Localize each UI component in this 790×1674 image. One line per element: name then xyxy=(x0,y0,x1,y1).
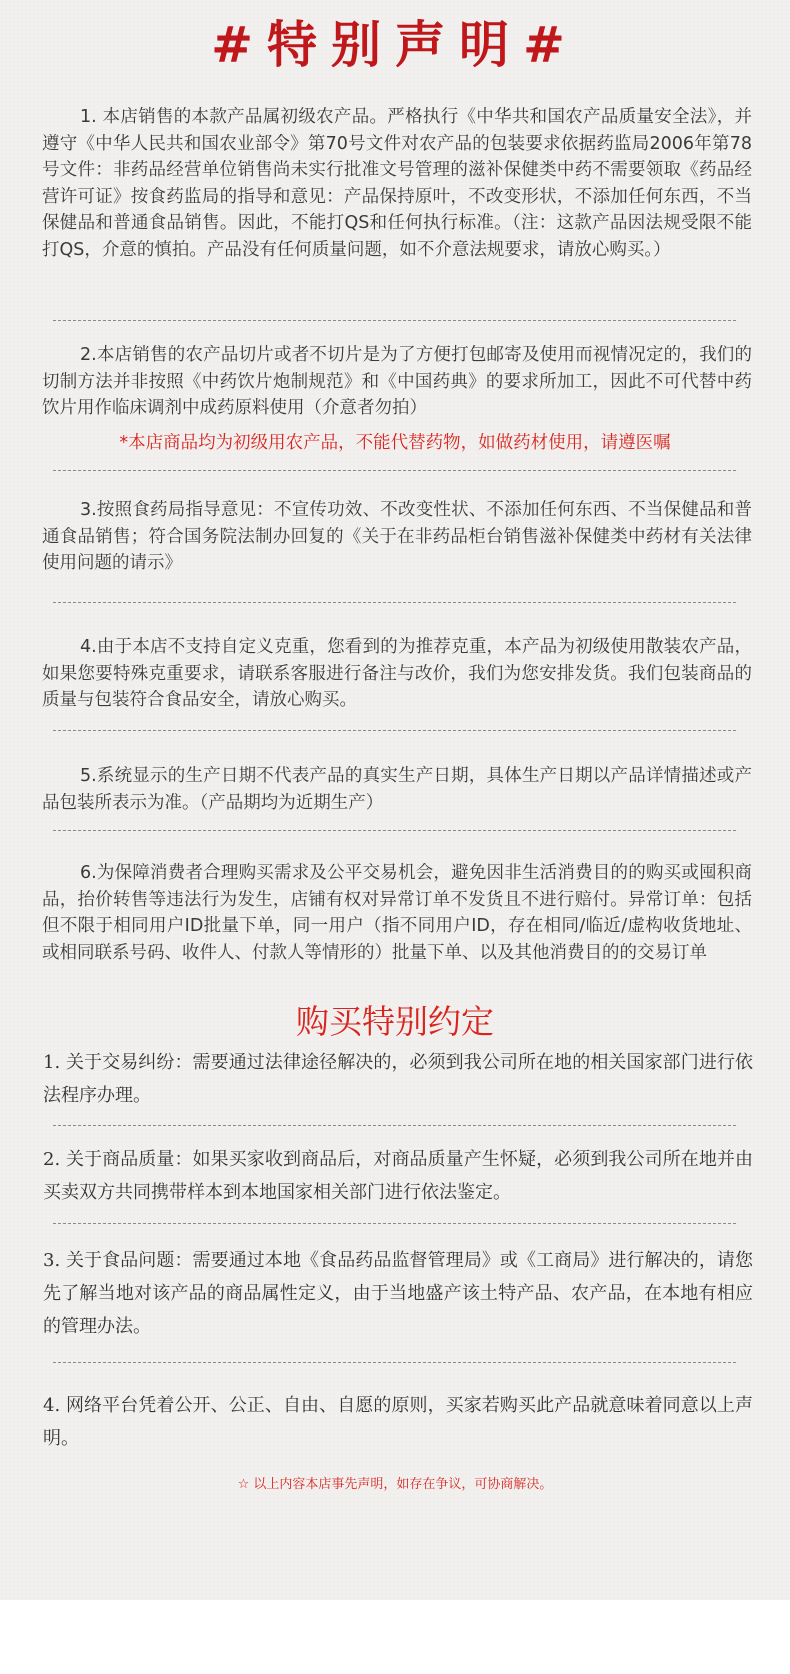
dashed-divider xyxy=(53,1223,736,1224)
page-title: #特别声明# xyxy=(211,15,579,74)
dashed-divider xyxy=(53,1362,736,1363)
footer-note: ☆ 以上内容本店事先声明，如存在争议，可协商解决。 xyxy=(237,1477,553,1492)
declaration-item-2: 2.本店销售的农产品切片或者不切片是为了方便打包邮寄及使用而视情况定的，我们的切制方法并非按照《中药饮片炮制规范》和《中国药典》的要求所加工，因此不可代替中药饮片用作临床调剂中成药原料使用（介意者勿拍） xyxy=(42,345,752,418)
declaration-item-5: 5.系统显示的生产日期不代表产品的真实生产日期，具体生产日期以产品详情描述或产品包装所表示为准。（产品期均为近期生产） xyxy=(42,766,752,813)
declaration-item-6: 6.为保障消费者合理购买需求及公平交易机会，避免因非生活消费目的的购买或囤积商品，抬价转售等违法行为发生，店铺有权对异常订单不发货且不进行赔付。异常订单：包括但不限于相同用户ID批量下单，同一用户（指不同用户ID，存在相同/临近/虚构收货地址、或相同联系号码、收件人、付款人等情形的）批量下单、以及其他消费目的的交易订单 xyxy=(42,863,752,963)
dashed-divider xyxy=(53,1125,736,1126)
agreement-item-3: 3. 关于食品问题：需要通过本地《食品药品监督管理局》或《工商局》进行解决的，请您先了解当地对该产品的商品属性定义，由于当地盛产该土特产品、农产品，在本地有相应的管理办法。 xyxy=(43,1250,753,1337)
declaration-item-4: 4.由于本店不支持自定义克重，您看到的为推荐克重，本产品为初级使用散装农产品，如果您要特殊克重要求，请联系客服进行备注与改价，我们为您安排发货。我们包装商品的质量与包装符合食品安全，请放心购买。 xyxy=(42,637,752,710)
dashed-divider xyxy=(53,320,736,321)
agreement-item-2: 2. 关于商品质量：如果买家收到商品后，对商品质量产生怀疑，必须到我公司所在地并由买卖双方共同携带样本到本地国家相关部门进行依法鉴定。 xyxy=(43,1149,753,1203)
agreement-title: 购买特别约定 xyxy=(296,1002,494,1041)
agreement-item-1: 1. 关于交易纠纷：需要通过法律途径解决的，必须到我公司所在地的相关国家部门进行依法程序办理。 xyxy=(43,1052,753,1106)
declaration-item-1: 1. 本店销售的本款产品属初级农产品。严格执行《中华共和国农产品质量安全法》，并遵守《中华人民共和国农业部令》第70号文件对农产品的包装要求依据药监局2006年第78号文件：非药品经营单位销售尚未实行批准文号管理的滋补保健类中药不需要领取《药品经营许可证》按食药监局的指导和意见：产品保持原叶，不改变形状，不添加任何东西，不当保健品和普通食品销售。因此，不能打QS和任何执行标准。（注：这款产品因法规受限不能打QS，介意的慎拍。产品没有任何质量问题，如不介意法规要求，请放心购买。） xyxy=(42,107,752,260)
dashed-divider xyxy=(53,730,736,731)
dashed-divider xyxy=(53,830,736,831)
dashed-divider xyxy=(53,470,736,471)
agreement-item-4: 4. 网络平台凭着公开、公正、自由、自愿的原则，买家若购买此产品就意味着同意以上声明。 xyxy=(43,1395,753,1449)
declaration-item-3: 3.按照食药局指导意见：不宣传功效、不改变性状、不添加任何东西、不当保健品和普通食品销售；符合国务院法制办回复的《关于在非药品柜台销售滋补保健类中药材有关法律使用问题的请示》 xyxy=(42,500,752,573)
dashed-divider xyxy=(53,602,736,603)
warning-notice: *本店商品均为初级用农产品，不能代替药物，如做药材使用，请遵医嘱 xyxy=(119,433,671,453)
